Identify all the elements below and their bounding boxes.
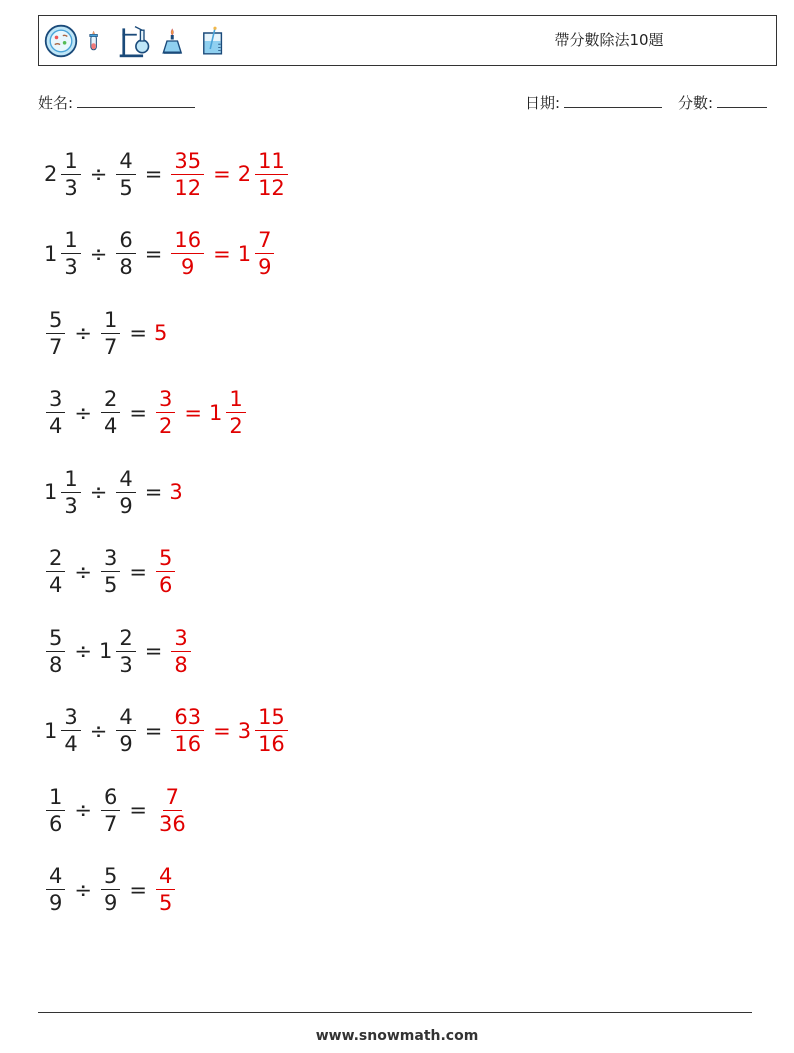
whole-number: 5 xyxy=(153,321,168,345)
equals-sign: = xyxy=(129,400,147,425)
numerator: 3 xyxy=(101,545,120,572)
numerator: 4 xyxy=(46,863,65,890)
fraction xyxy=(101,784,120,837)
divisor xyxy=(99,307,122,360)
score-label: 分數: xyxy=(678,94,714,112)
denominator: 4 xyxy=(49,573,63,597)
denominator: 8 xyxy=(49,652,63,677)
denominator: 9 xyxy=(181,255,195,279)
divisor xyxy=(99,386,122,439)
beaker-icon xyxy=(199,21,231,61)
fraction xyxy=(156,386,175,439)
divisor xyxy=(114,148,137,201)
answer-value xyxy=(209,386,248,439)
numerator: 3 xyxy=(156,386,175,413)
whole-number: 1 xyxy=(208,400,223,425)
fraction xyxy=(156,863,175,916)
fraction xyxy=(46,625,65,678)
divide-sign: ÷ xyxy=(89,718,108,743)
numerator: 3 xyxy=(46,386,65,413)
numerator: 1 xyxy=(61,148,80,175)
divisor xyxy=(99,784,122,837)
fraction xyxy=(116,227,135,280)
denominator: 9 xyxy=(258,255,272,279)
numerator: 1 xyxy=(46,784,65,811)
problem-row xyxy=(44,303,169,363)
denominator: 9 xyxy=(119,493,133,518)
fraction xyxy=(255,148,288,201)
problem-row xyxy=(44,701,290,761)
whole-number: 2 xyxy=(237,162,252,186)
answer-value xyxy=(169,227,206,280)
denominator: 5 xyxy=(119,175,133,200)
fraction xyxy=(156,784,189,837)
equals-sign: = xyxy=(129,321,147,345)
numerator: 1 xyxy=(61,466,80,493)
numerator: 1 xyxy=(101,307,120,334)
answer xyxy=(154,321,169,345)
denominator: 9 xyxy=(119,732,133,756)
denominator: 7 xyxy=(49,334,63,359)
numerator: 3 xyxy=(171,625,190,652)
worksheet-title: 帶分數除法10題 xyxy=(554,31,664,49)
answer xyxy=(169,625,192,678)
numerator: 4 xyxy=(116,466,135,493)
denominator: 3 xyxy=(119,652,133,677)
denominator: 2 xyxy=(158,414,173,438)
whole-number: 1 xyxy=(237,241,252,266)
equals-sign: = xyxy=(144,162,163,186)
problem-row xyxy=(44,860,177,920)
denominator: 12 xyxy=(258,175,285,200)
numerator: 5 xyxy=(156,545,175,572)
denominator: 2 xyxy=(229,414,243,438)
answer-value xyxy=(238,148,290,201)
problem-row xyxy=(44,542,177,602)
denominator: 8 xyxy=(174,652,188,677)
name-label: 姓名: xyxy=(38,94,74,112)
answer xyxy=(169,480,184,504)
whole-number: 1 xyxy=(44,480,58,504)
whole-number: 3 xyxy=(237,718,252,743)
denominator: 5 xyxy=(158,891,173,915)
answer-value xyxy=(154,545,177,598)
numerator: 4 xyxy=(116,704,135,731)
dividend xyxy=(44,704,83,757)
whole-number: 3 xyxy=(169,480,183,504)
divisor xyxy=(99,625,138,678)
worksheet-header xyxy=(38,15,777,66)
date-field xyxy=(525,92,662,113)
denominator: 9 xyxy=(49,891,63,915)
answer-value xyxy=(169,704,206,757)
whole-number: 1 xyxy=(98,639,113,663)
answer-value xyxy=(238,704,290,757)
denominator: 12 xyxy=(174,175,202,200)
numerator: 4 xyxy=(156,863,175,890)
fraction xyxy=(101,545,120,598)
name-blank[interactable] xyxy=(77,92,195,108)
denominator: 3 xyxy=(64,493,78,518)
retort-stand-icon xyxy=(117,21,153,61)
answer xyxy=(169,148,289,201)
dividend xyxy=(44,545,67,598)
dividend xyxy=(44,784,67,837)
denominator: 3 xyxy=(64,255,78,279)
problem-row xyxy=(44,383,248,443)
denominator: 4 xyxy=(49,414,63,438)
numerator: 15 xyxy=(255,704,288,731)
numerator: 5 xyxy=(46,307,65,334)
divisor xyxy=(99,545,122,598)
answer xyxy=(154,545,177,598)
numerator: 2 xyxy=(46,545,65,572)
dividend xyxy=(44,148,83,201)
fraction xyxy=(255,704,288,757)
answer-equals-sign: = xyxy=(213,162,231,186)
answer-value xyxy=(154,321,169,345)
divisor xyxy=(114,227,137,280)
problem-row xyxy=(44,780,191,840)
date-label: 日期: xyxy=(525,94,561,112)
fraction xyxy=(46,307,65,360)
numerator: 7 xyxy=(255,227,274,254)
answer xyxy=(154,863,177,916)
fraction xyxy=(171,704,204,757)
numerator: 11 xyxy=(255,148,288,175)
problem-row xyxy=(44,224,276,284)
denominator: 6 xyxy=(49,811,63,836)
numerator: 2 xyxy=(101,386,120,413)
petri-dish-icon xyxy=(43,21,79,61)
numerator: 35 xyxy=(171,148,204,175)
whole-number: 1 xyxy=(44,241,58,266)
whole-number: 2 xyxy=(44,162,58,186)
date-blank[interactable] xyxy=(564,92,662,108)
divide-sign: ÷ xyxy=(74,321,92,345)
numerator: 4 xyxy=(116,148,135,175)
score-blank[interactable] xyxy=(717,92,767,108)
fraction xyxy=(61,227,80,280)
equals-sign: = xyxy=(129,559,147,584)
divide-sign: ÷ xyxy=(89,162,108,186)
denominator: 16 xyxy=(174,732,202,756)
whole-number: 1 xyxy=(44,718,58,743)
fraction xyxy=(171,227,204,280)
dividend xyxy=(44,386,67,439)
divide-sign: ÷ xyxy=(74,400,92,425)
fraction xyxy=(116,148,135,201)
divide-sign: ÷ xyxy=(74,798,92,822)
score-field xyxy=(678,92,767,113)
answer-value xyxy=(154,386,177,439)
footer-divider xyxy=(38,1012,752,1013)
equals-sign: = xyxy=(144,639,163,663)
fraction xyxy=(61,148,80,201)
equals-sign: = xyxy=(144,241,163,266)
answer xyxy=(154,784,191,837)
dividend xyxy=(44,466,83,519)
denominator: 8 xyxy=(119,255,133,279)
divisor xyxy=(114,704,137,757)
problem-row xyxy=(44,462,185,522)
denominator: 5 xyxy=(103,573,118,597)
divide-sign: ÷ xyxy=(89,241,108,266)
dividend xyxy=(44,625,67,678)
answer-equals-sign: = xyxy=(213,241,231,266)
divisor xyxy=(99,863,122,916)
divide-sign: ÷ xyxy=(74,877,92,902)
test-tube-icon xyxy=(87,21,109,61)
answer-value xyxy=(169,625,192,678)
divide-sign: ÷ xyxy=(74,639,92,663)
fraction xyxy=(156,545,175,598)
divide-sign: ÷ xyxy=(89,480,108,504)
fraction xyxy=(101,386,120,439)
numerator: 6 xyxy=(116,227,135,254)
numerator: 7 xyxy=(163,784,182,811)
answer-value xyxy=(169,480,184,504)
equals-sign: = xyxy=(129,798,147,822)
fraction xyxy=(46,784,65,837)
fraction xyxy=(101,307,120,360)
divisor xyxy=(114,466,137,519)
answer-value xyxy=(169,148,206,201)
fraction xyxy=(116,704,135,757)
name-field xyxy=(38,92,195,113)
answer-equals-sign: = xyxy=(184,400,202,425)
answer-value xyxy=(238,227,277,280)
fraction xyxy=(171,625,190,678)
denominator: 3 xyxy=(64,175,78,200)
denominator: 9 xyxy=(103,891,118,915)
header-icons xyxy=(43,20,231,62)
dividend xyxy=(44,863,67,916)
fraction xyxy=(171,148,204,201)
denominator: 4 xyxy=(64,732,78,756)
numerator: 1 xyxy=(61,227,80,254)
numerator: 5 xyxy=(101,863,120,890)
numerator: 6 xyxy=(101,784,120,811)
fraction xyxy=(46,863,65,916)
answer-value xyxy=(154,863,177,916)
numerator: 2 xyxy=(116,625,135,652)
fraction xyxy=(116,625,135,678)
numerator: 5 xyxy=(46,625,65,652)
divide-sign: ÷ xyxy=(74,559,92,584)
dividend xyxy=(44,307,67,360)
footer-url[interactable]: www.snowmath.com xyxy=(315,1028,479,1044)
numerator: 3 xyxy=(61,704,80,731)
denominator: 7 xyxy=(103,811,118,836)
answer xyxy=(169,704,289,757)
equals-sign: = xyxy=(144,480,163,504)
answer-value xyxy=(154,784,191,837)
denominator: 4 xyxy=(103,414,118,438)
problem-row xyxy=(44,621,193,681)
numerator: 16 xyxy=(171,227,204,254)
equals-sign: = xyxy=(129,877,147,902)
answer xyxy=(154,386,248,439)
fraction xyxy=(61,466,80,519)
fraction xyxy=(226,386,245,439)
denominator: 16 xyxy=(258,732,285,756)
fraction xyxy=(61,704,80,757)
alcohol-burner-icon xyxy=(161,21,191,61)
denominator: 7 xyxy=(103,334,118,359)
fraction xyxy=(116,466,135,519)
dividend xyxy=(44,227,83,280)
fraction xyxy=(255,227,274,280)
denominator: 6 xyxy=(158,573,173,597)
numerator: 1 xyxy=(226,386,245,413)
fraction xyxy=(101,863,120,916)
answer-equals-sign: = xyxy=(213,718,231,743)
equals-sign: = xyxy=(144,718,163,743)
denominator: 36 xyxy=(158,811,186,836)
answer xyxy=(169,227,276,280)
fraction xyxy=(46,386,65,439)
problem-row xyxy=(44,144,290,204)
fraction xyxy=(46,545,65,598)
numerator: 63 xyxy=(171,704,204,731)
